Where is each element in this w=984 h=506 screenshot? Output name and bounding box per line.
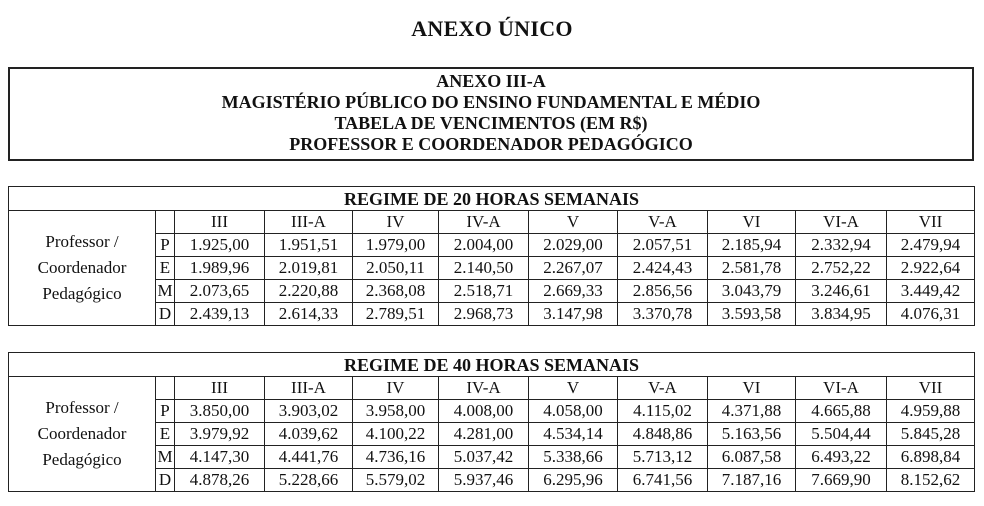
salary-value: 3.043,79 (708, 280, 796, 303)
salary-value: 8.152,62 (887, 469, 975, 492)
annex-header-line-3: TABELA DE VENCIMENTOS (EM R$) (334, 113, 648, 133)
salary-value: 4.058,00 (529, 400, 618, 423)
salary-value: 4.736,16 (353, 446, 439, 469)
page-title: ANEXO ÚNICO (411, 16, 573, 41)
salary-value: 3.850,00 (175, 400, 265, 423)
salary-value: 4.147,30 (175, 446, 265, 469)
role-line: Pedagógico (42, 284, 122, 303)
salary-value: 2.789,51 (353, 303, 439, 326)
salary-value: 3.449,42 (887, 280, 975, 303)
salary-table-40h (8, 352, 975, 492)
salary-value: 2.267,07 (529, 257, 618, 280)
salary-value: 2.439,13 (175, 303, 265, 326)
level-header: IV (353, 377, 439, 400)
salary-value: 2.057,51 (618, 234, 708, 257)
class-code: M (156, 446, 175, 469)
salary-value: 2.004,00 (439, 234, 529, 257)
salary-value: 2.614,33 (265, 303, 353, 326)
salary-value: 4.848,86 (618, 423, 708, 446)
salary-value: 7.187,16 (708, 469, 796, 492)
level-header: VI-A (796, 211, 887, 234)
level-header: V-A (618, 377, 708, 400)
salary-value: 3.370,78 (618, 303, 708, 326)
salary-value: 4.100,22 (353, 423, 439, 446)
level-header-row (9, 377, 975, 400)
salary-value: 2.518,71 (439, 280, 529, 303)
salary-value: 5.037,42 (439, 446, 529, 469)
level-header: VI (708, 377, 796, 400)
salary-value: 6.493,22 (796, 446, 887, 469)
salary-value: 1.925,00 (175, 234, 265, 257)
level-header: III (175, 211, 265, 234)
salary-value: 4.008,00 (439, 400, 529, 423)
class-code: E (156, 257, 175, 280)
level-header: III-A (265, 377, 353, 400)
regime-title: REGIME DE 20 HORAS SEMANAIS (9, 187, 975, 211)
annex-header (8, 67, 974, 161)
class-code: E (156, 423, 175, 446)
salary-value: 2.019,81 (265, 257, 353, 280)
salary-value: 2.140,50 (439, 257, 529, 280)
salary-value: 3.147,98 (529, 303, 618, 326)
level-header-row (9, 211, 975, 234)
class-code: M (156, 280, 175, 303)
salary-value: 1.979,00 (353, 234, 439, 257)
salary-table-20h (8, 186, 975, 326)
annex-header-line-2: MAGISTÉRIO PÚBLICO DO ENSINO FUNDAMENTAL E MÉDIO (221, 92, 761, 112)
salary-value: 2.220,88 (265, 280, 353, 303)
level-header: VII (887, 211, 975, 234)
salary-value: 4.115,02 (618, 400, 708, 423)
role-label (9, 377, 156, 492)
salary-value: 2.050,11 (353, 257, 439, 280)
salary-value: 5.228,66 (265, 469, 353, 492)
salary-value: 2.669,33 (529, 280, 618, 303)
salary-value: 5.163,56 (708, 423, 796, 446)
salary-value: 2.968,73 (439, 303, 529, 326)
role-line: Coordenador (37, 258, 127, 277)
salary-value: 6.295,96 (529, 469, 618, 492)
salary-value: 4.281,00 (439, 423, 529, 446)
salary-value: 2.029,00 (529, 234, 618, 257)
salary-value: 3.979,92 (175, 423, 265, 446)
salary-value: 4.039,62 (265, 423, 353, 446)
salary-value: 5.937,46 (439, 469, 529, 492)
salary-value: 4.076,31 (887, 303, 975, 326)
salary-value: 1.989,96 (175, 257, 265, 280)
salary-value: 4.665,88 (796, 400, 887, 423)
empty-corner-cell (156, 377, 175, 400)
salary-value: 3.834,95 (796, 303, 887, 326)
role-line: Coordenador (37, 424, 127, 443)
class-code: D (156, 303, 175, 326)
salary-value: 2.856,56 (618, 280, 708, 303)
salary-value: 3.246,61 (796, 280, 887, 303)
level-header: IV-A (439, 211, 529, 234)
salary-value: 3.958,00 (353, 400, 439, 423)
salary-value: 5.845,28 (887, 423, 975, 446)
salary-value: 5.504,44 (796, 423, 887, 446)
salary-value: 3.903,02 (265, 400, 353, 423)
class-code: D (156, 469, 175, 492)
salary-value: 6.087,58 (708, 446, 796, 469)
salary-value: 2.922,64 (887, 257, 975, 280)
class-code: P (156, 234, 175, 257)
regime-title: REGIME DE 40 HORAS SEMANAIS (9, 353, 975, 377)
salary-value: 2.424,43 (618, 257, 708, 280)
level-header: V-A (618, 211, 708, 234)
salary-value: 2.479,94 (887, 234, 975, 257)
level-header: VI (708, 211, 796, 234)
role-line: Professor / (45, 398, 119, 417)
annex-header-line-4: PROFESSOR E COORDENADOR PEDAGÓGICO (289, 134, 693, 154)
level-header: IV-A (439, 377, 529, 400)
salary-value: 4.441,76 (265, 446, 353, 469)
level-header: III (175, 377, 265, 400)
level-header: VI-A (796, 377, 887, 400)
level-header: V (529, 211, 618, 234)
salary-value: 4.371,88 (708, 400, 796, 423)
role-line: Pedagógico (42, 450, 122, 469)
level-header: V (529, 377, 618, 400)
role-line: Professor / (45, 232, 119, 251)
salary-value: 2.752,22 (796, 257, 887, 280)
salary-value: 2.185,94 (708, 234, 796, 257)
salary-value: 4.878,26 (175, 469, 265, 492)
salary-value: 2.073,65 (175, 280, 265, 303)
salary-value: 2.368,08 (353, 280, 439, 303)
salary-value: 4.534,14 (529, 423, 618, 446)
annex-header-line-1: ANEXO III-A (436, 71, 546, 91)
empty-corner-cell (156, 211, 175, 234)
salary-value: 2.332,94 (796, 234, 887, 257)
salary-value: 5.579,02 (353, 469, 439, 492)
level-header: III-A (265, 211, 353, 234)
salary-value: 6.898,84 (887, 446, 975, 469)
salary-value: 6.741,56 (618, 469, 708, 492)
salary-value: 1.951,51 (265, 234, 353, 257)
salary-value: 4.959,88 (887, 400, 975, 423)
salary-value: 5.338,66 (529, 446, 618, 469)
salary-value: 2.581,78 (708, 257, 796, 280)
class-code: P (156, 400, 175, 423)
level-header: VII (887, 377, 975, 400)
salary-value: 7.669,90 (796, 469, 887, 492)
salary-value: 3.593,58 (708, 303, 796, 326)
salary-value: 5.713,12 (618, 446, 708, 469)
role-label (9, 211, 156, 326)
level-header: IV (353, 211, 439, 234)
